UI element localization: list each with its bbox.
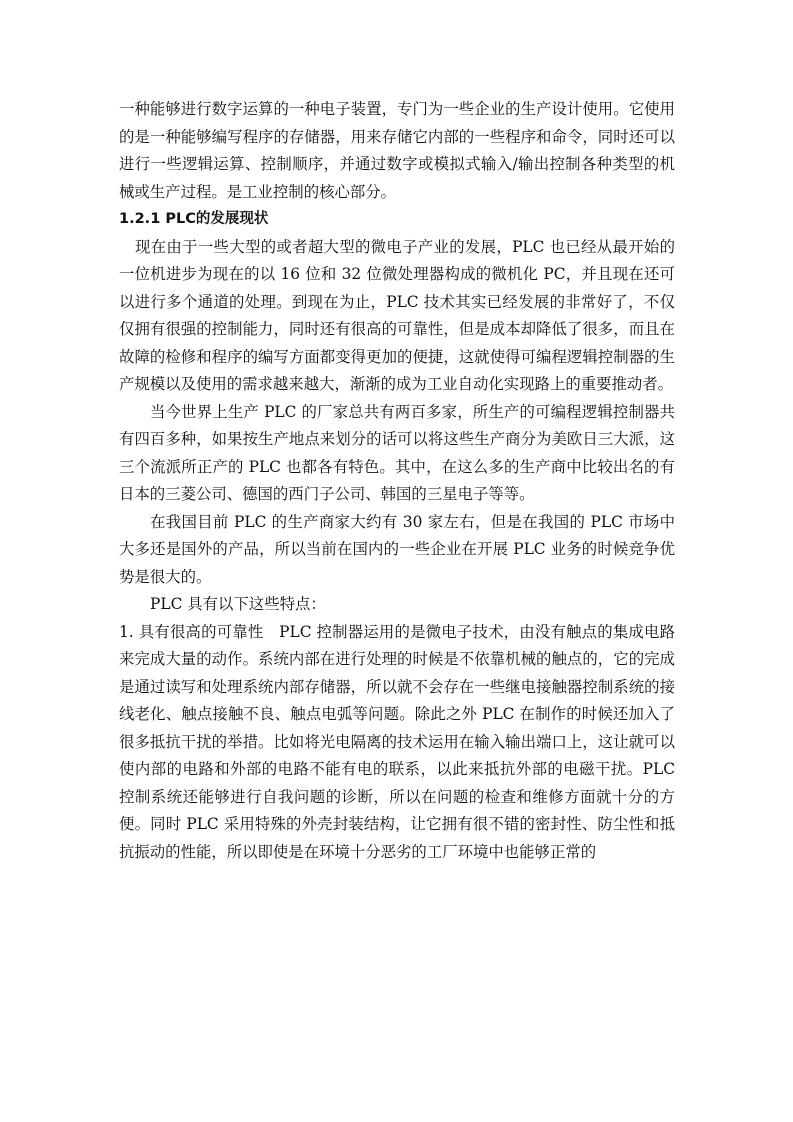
paragraph-development: 现在由于一些大型的或者超大型的微电子产业的发展，PLC 也已经从最开始的一位机进步为现在的以 16 位和 32 位微处理器构成的微机化 PC，并且现在还可以进行多个通道的处理。到现在为止，PLC 技术其实已经发展的非常好了，不仅仅拥有很强的控制能力，同时还有很高的可靠性，但是成本却降低了很多，而且在故障的检修和程序的编写方面都变得更加的便捷，这就使得可编程逻辑控制器的生产规模以及使用的需求越来越大，渐渐的成为工业自动化实现路上的重要推动者。 [119,237,675,393]
paragraph-features-intro: PLC 具有以下这些特点： [150,595,326,613]
paragraph-feature-reliability: 1. 具有很高的可靠性 PLC 控制器运用的是微电子技术，由没有触点的集成电路来完成大量的动作。系统内部在进行处理的时候是不依靠机械的触点的，它的完成是通过读写和处理系统内部存储器，所以就不会存在一些继电接触器控制系统的接线老化、触点接触不良、触点电弧等问题。除此之外 PLC 在制作的时候还加入了很多抵抗干扰的举措。比如将光电隔离的技术运用在输入输出端口上，这让就可以使内部的电路和外部的电路不能有电的联系，以此来抵抗外部的电磁干扰。PLC 控制系统还能够进行自我问题的诊断，所以在问题的检查和维修方面就十分的方便。同时 PLC 采用特殊的外壳封装结构，让它拥有很不错的密封性、防尘性和抵抗振动的性能，所以即使是在环境十分恶劣的工厂环境中也能够正常的 [119,622,675,861]
document-page [119,96,675,866]
paragraph-intro: 一种能够进行数字运算的一种电子装置，专门为一些企业的生产设计使用。它使用的是一种能够编写程序的存储器，用来存储它内部的一些程序和命令，同时还可以进行一些逻辑运算、控制顺序，并通过数字或模拟式输入/输出控制各种类型的机械或生产过程。是工业控制的核心部分。 [119,100,675,201]
section-heading: 1.2.1 PLC的发展现状 [119,211,269,227]
paragraph-china-market: 在我国目前 PLC 的生产商家大约有 30 家左右，但是在我国的 PLC 市场中大多还是国外的产品，所以当前在国内的一些企业在开展 PLC 业务的时候竞争优势是很大的。 [119,512,675,586]
paragraph-world-manufacturers: 当今世界上生产 PLC 的厂家总共有两百多家，所生产的可编程逻辑控制器共有四百多种，如果按生产地点来划分的话可以将这些生产商分为美欧日三大派，这三个流派所正产的 PLC 也都各有特色。其中，在这么多的生产商中比较出名的有日本的三菱公司、德国的西门子公司、韩国的三星电子等等。 [119,402,675,503]
